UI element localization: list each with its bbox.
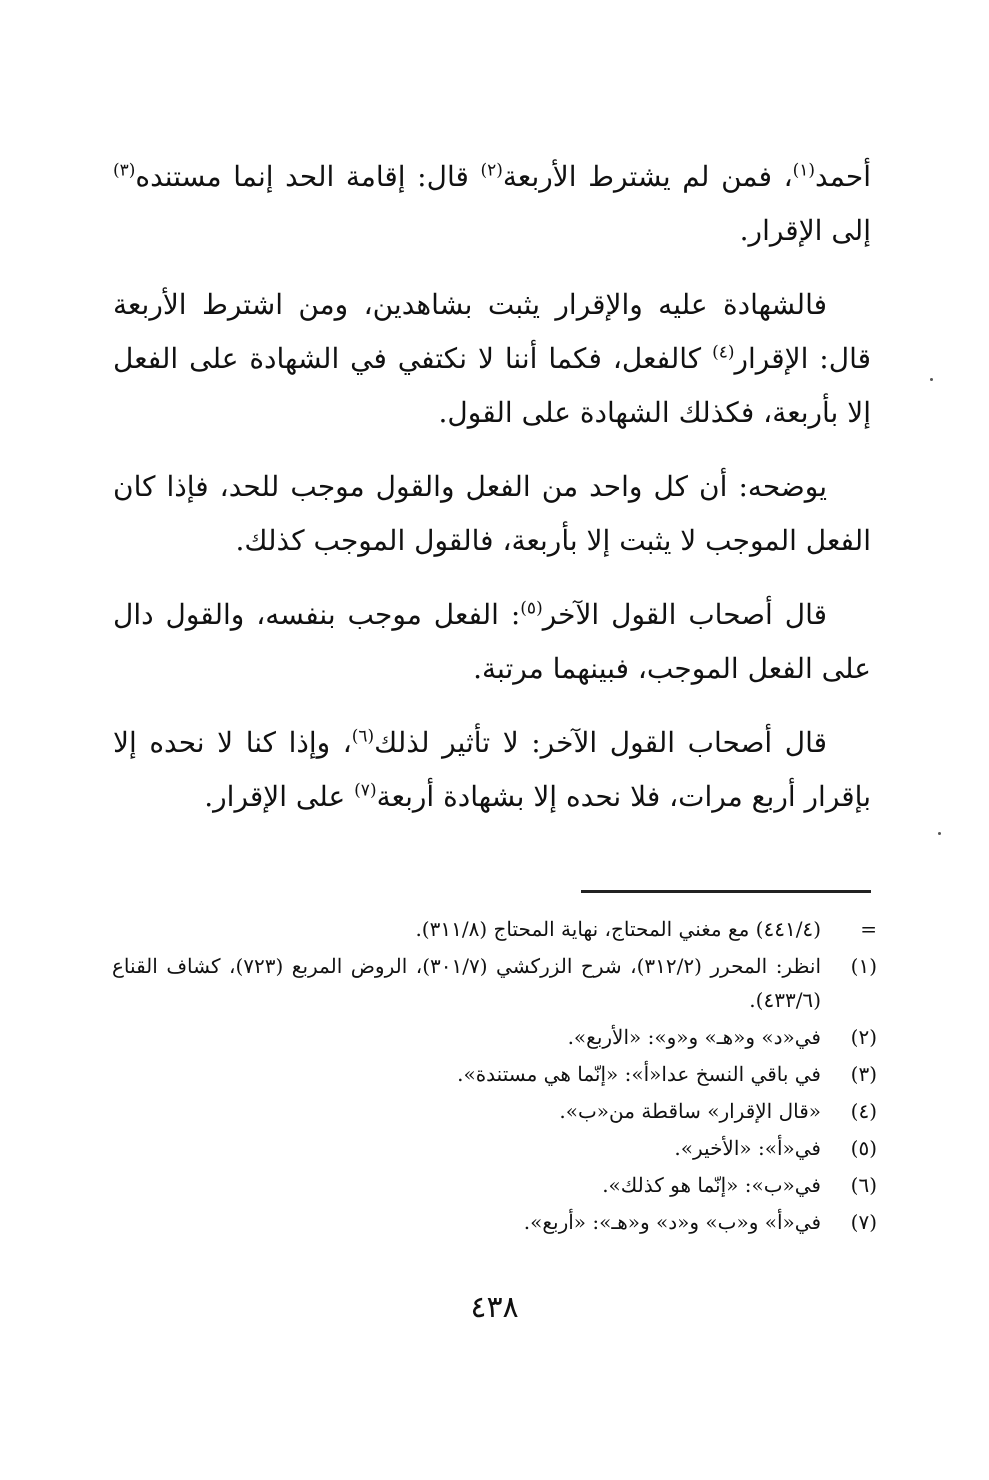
footnote-text: في«ب»: «إنّما هو كذلك». [602, 1173, 821, 1197]
text-run: ، وإذا كنا لا نحده إلا بإقرار أربع مرات، فلا نحده إلا بشهادة أربعة [113, 726, 871, 813]
footnote [112, 1131, 877, 1165]
paragraph [113, 278, 871, 440]
paragraph [113, 588, 871, 696]
footnote [112, 949, 877, 1017]
footnote-text: في باقي النسخ عدا«أ»: «إنّما هي مستندة». [457, 1062, 821, 1086]
footnote-marker: (٤) [712, 342, 735, 363]
footnote-separator [581, 890, 871, 893]
paragraph [113, 150, 871, 258]
scan-speck [930, 378, 933, 381]
footnote [112, 1205, 877, 1239]
footnote [112, 1168, 877, 1202]
footnote-text: في«د» و«هـ» و«و»: «الأربع». [567, 1025, 821, 1049]
text-run: يوضحه: أن كل واحد من الفعل والقول موجب للحد، فإذا كان الفعل الموجب لا يثبت إلا بأربعة، فالقول الموجب كذلك. [113, 470, 871, 557]
footnote-number: (٢) [850, 1025, 877, 1049]
footnote-marker: (٦) [351, 726, 375, 747]
footnote-text: (٤٤١/٤) مع مغني المحتاج، نهاية المحتاج (٣١١/٨). [415, 917, 821, 941]
footnote-marker: (١) [792, 160, 816, 181]
text-run: قال: إقامة الحد إنما مستنده [135, 160, 481, 193]
footnote-number: (١) [850, 954, 877, 978]
paragraph [113, 716, 871, 824]
text-run: ، فمن لم يشترط الأربعة [502, 160, 793, 193]
footnote-continuation [112, 912, 877, 946]
text-run: قال أصحاب القول الآخر [542, 598, 828, 631]
footnote-text: «قال الإقرار» ساقطة من«ب». [559, 1099, 821, 1123]
footnote-number: = [860, 917, 877, 941]
footnote-number: (٣) [850, 1062, 877, 1086]
footnote-marker: (٣) [113, 160, 136, 181]
footnote [112, 1094, 877, 1128]
footnotes [112, 912, 877, 1242]
paragraph [113, 460, 871, 568]
scan-speck [938, 832, 941, 835]
footnote [112, 1057, 877, 1091]
footnote-marker: (٥) [520, 598, 543, 619]
footnote-text: في«أ»: «الأخير». [674, 1136, 821, 1160]
footnote-text: في«أ» و«ب» و«د» و«هـ»: «أربع». [523, 1210, 821, 1234]
footnote [112, 1020, 877, 1054]
footnote-text: انظر: المحرر (٣١٢/٢)، شرح الزركشي (٣٠١/٧)، الروض المربع (٧٢٣)، كشاف القناع (٤٣٣/٦). [112, 954, 821, 1012]
footnote-marker: (٧) [354, 780, 377, 801]
footnote-number: (٦) [850, 1173, 877, 1197]
text-run: كالفعل، فكما أننا لا نكتفي في الشهادة على الفعل إلا بأربعة، فكذلك الشهادة على القول. [113, 342, 871, 429]
footnote-marker: (٢) [480, 160, 503, 181]
footnote-number: (٧) [850, 1210, 877, 1234]
text-run: إلى الإقرار. [739, 214, 871, 247]
footnote-number: (٤) [850, 1099, 877, 1123]
text-run: على الإقرار. [204, 780, 355, 813]
text-run: قال أصحاب القول الآخر: لا تأثير لذلك [374, 726, 827, 759]
footnote-number: (٥) [850, 1136, 877, 1160]
text-run: : الفعل موجب بنفسه، والقول دال على الفعل الموجب، فبينهما مرتبة. [113, 598, 871, 685]
page-number: ٤٣٨ [470, 1290, 519, 1325]
text-run: فالشهادة عليه والإقرار يثبت بشاهدين، ومن اشترط الأربعة قال: الإقرار [113, 288, 871, 375]
text-run: أحمد [815, 160, 872, 193]
main-text [113, 150, 871, 844]
